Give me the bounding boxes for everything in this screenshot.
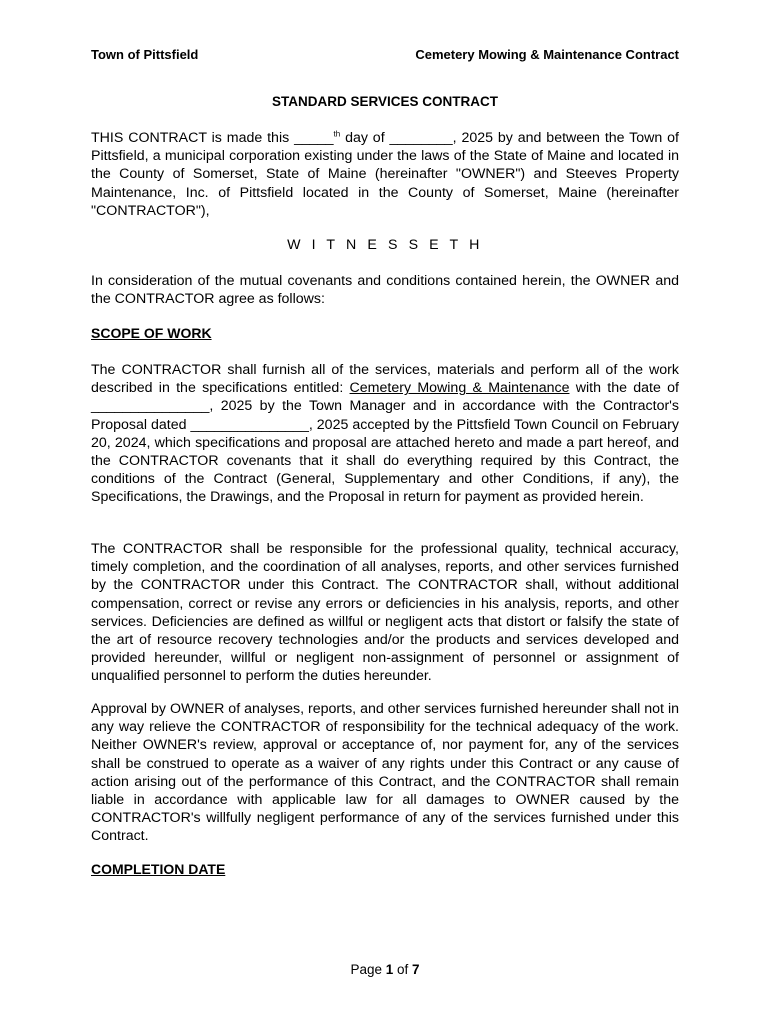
intro-text-rest: day of ________, 2025 by and between the Town of Pittsfield, a municipal corporation existing under the laws of the State of Maine and located in the County of Somerset, State of Maine (hereinafter "OWNER") and Steeves Property Maintenance, Inc. of Pittsfield located in the County of Somerset, Maine (hereinafter "CONTRACTOR"), (91, 130, 679, 219)
of-word: of (397, 962, 409, 977)
page-word: Page (350, 962, 382, 977)
intro-paragraph (91, 129, 679, 220)
page-footer (0, 962, 770, 977)
intro-text-start: THIS CONTRACT is made this _____ (91, 130, 334, 146)
header-town: Town of Pittsfield (91, 47, 199, 62)
consideration-paragraph: In consideration of the mutual covenants and conditions contained herein, the OWNER and the CONTRACTOR agree as follows: (91, 273, 679, 308)
page-title: STANDARD SERVICES CONTRACT (271, 94, 498, 109)
header-contract-name: Cemetery Mowing & Maintenance Contract (415, 47, 679, 62)
page-total: 7 (412, 962, 420, 977)
intro-superscript: th (333, 129, 341, 139)
scope-paragraph-3: Approval by OWNER of analyses, reports, and other services furnished hereunder shall not in any way relieve the CONTRACTOR of responsibility for the technical adequacy of the work. Neither OWNER's review, approval or acceptance of, nor payment for, any of the services shall be construed to operate as a waiver of any rights under this Contract or any cause of action arising out of the performance of this Contract, and the CONTRACTOR shall remain liable in accordance with applicable law for all damages to OWNER caused by the CONTRACTOR's willfully negligent performance of any of the services furnished under this Contract. (91, 701, 679, 845)
page-number: 1 (385, 962, 394, 977)
completion-date-heading: COMPLETION DATE (91, 861, 226, 877)
scope-p1-text-b: with the date of _______________, 2025 by the Town Manager and in accordance with the Contractor's Proposal dated _______________, 2025 accepted by the Pittsfield Town Council on February 20, 2024, which specifications and proposal are attached hereto and made a part hereof, and the CONTRACTOR covenants that it shall do everything required by this Contract, the conditions of the Contract (General, Supplementary and other Conditions, if any), the Specifications, the Drawings, and the Proposal in return for payment as provided herein. (91, 380, 679, 506)
scope-of-work-heading: SCOPE OF WORK (91, 325, 212, 341)
witnesseth-heading: W I T N E S S E T H (287, 237, 483, 253)
scope-paragraph-2: The CONTRACTOR shall be responsible for the professional quality, technical accuracy, timely completion, and the coordination of all analyses, reports, and other services furnished by the CONTRACTOR under this Contract. The CONTRACTOR shall, without additional compensation, correct or revise any errors or deficiencies in his analysis, reports, and other services. Deficiencies are defined as willful or negligent acts that distort or falsify the state of the art of resource recovery technologies and/or the products and services developed and provided hereunder, willful or negligent non-assignment of personnel or assignment of unqualified personnel to perform the duties hereunder. (91, 541, 679, 685)
scope-p1-text-a: The CONTRACTOR shall furnish all of the services, materials and perform all of the work described in the specifications entitled: (91, 362, 679, 397)
scope-paragraph-1 (91, 361, 679, 507)
specifications-title: Cemetery Mowing & Maintenance (349, 380, 570, 397)
